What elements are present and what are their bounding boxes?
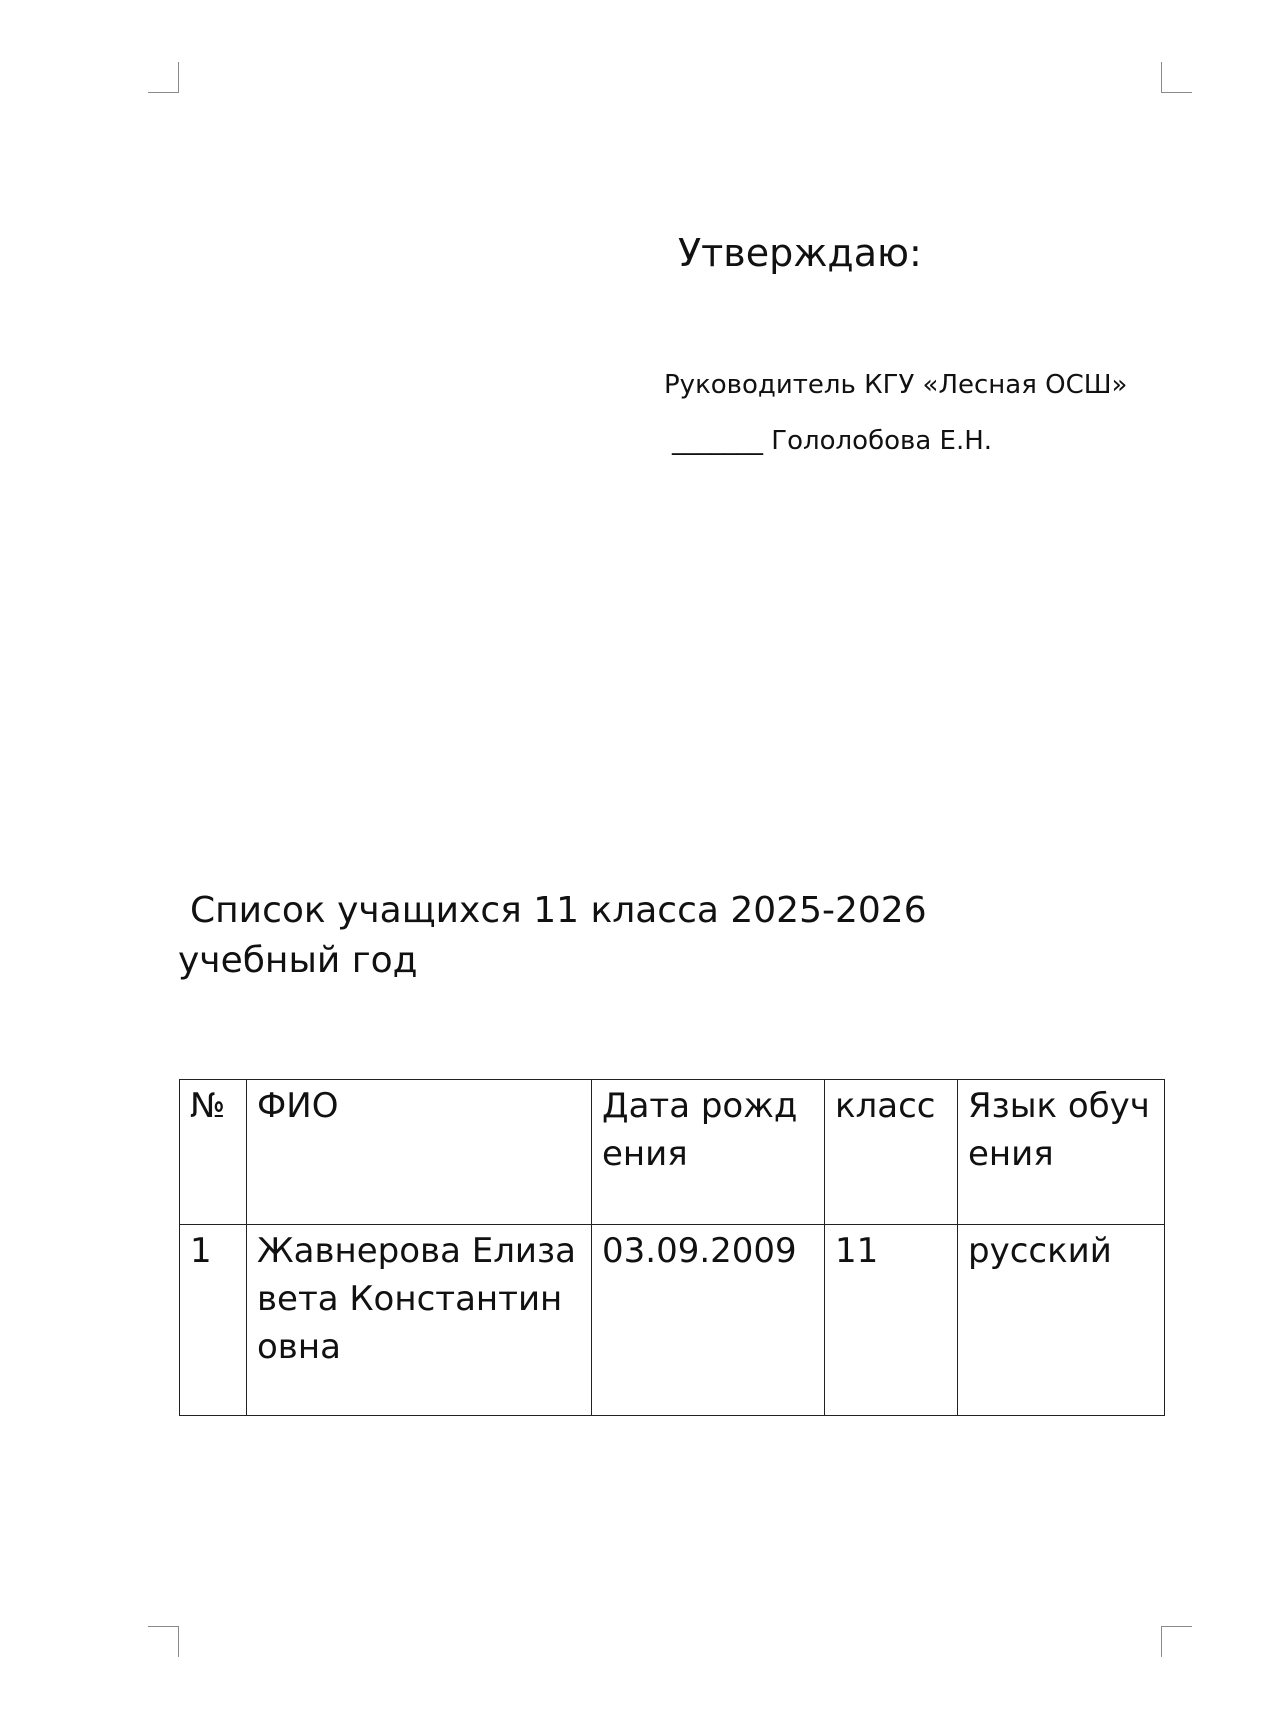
header-cell-number: №	[180, 1080, 247, 1225]
cell-class: 11	[825, 1225, 958, 1416]
page-corner-mark-bottom-left	[148, 1626, 179, 1657]
document-title: Список учащихся 11 класса 2025-2026 учебный год	[178, 890, 927, 981]
header-cell-full-name: ФИО	[247, 1080, 592, 1225]
page-corner-mark-top-left	[148, 62, 179, 93]
cell-language: русский	[958, 1225, 1165, 1416]
header-cell-class: класс	[825, 1080, 958, 1225]
cell-birth-date: 03.09.2009	[592, 1225, 825, 1416]
header-cell-language: Язык обучения	[958, 1080, 1165, 1225]
table-row	[180, 1225, 1165, 1416]
approval-signature-line: _______ Гололобова Е.Н.	[672, 426, 993, 456]
students-table	[179, 1079, 1165, 1416]
approval-position-line: Руководитель КГУ «Лесная ОСШ»	[664, 370, 1128, 400]
cell-full-name: Жавнерова Елизавета Константиновна	[247, 1225, 592, 1416]
page-corner-mark-top-right	[1161, 62, 1192, 93]
table-header-row	[180, 1080, 1165, 1225]
page-corner-mark-bottom-right	[1161, 1626, 1192, 1657]
header-cell-birth-date: Дата рождения	[592, 1080, 825, 1225]
approval-title: Утверждаю:	[678, 231, 922, 275]
cell-number: 1	[180, 1225, 247, 1416]
